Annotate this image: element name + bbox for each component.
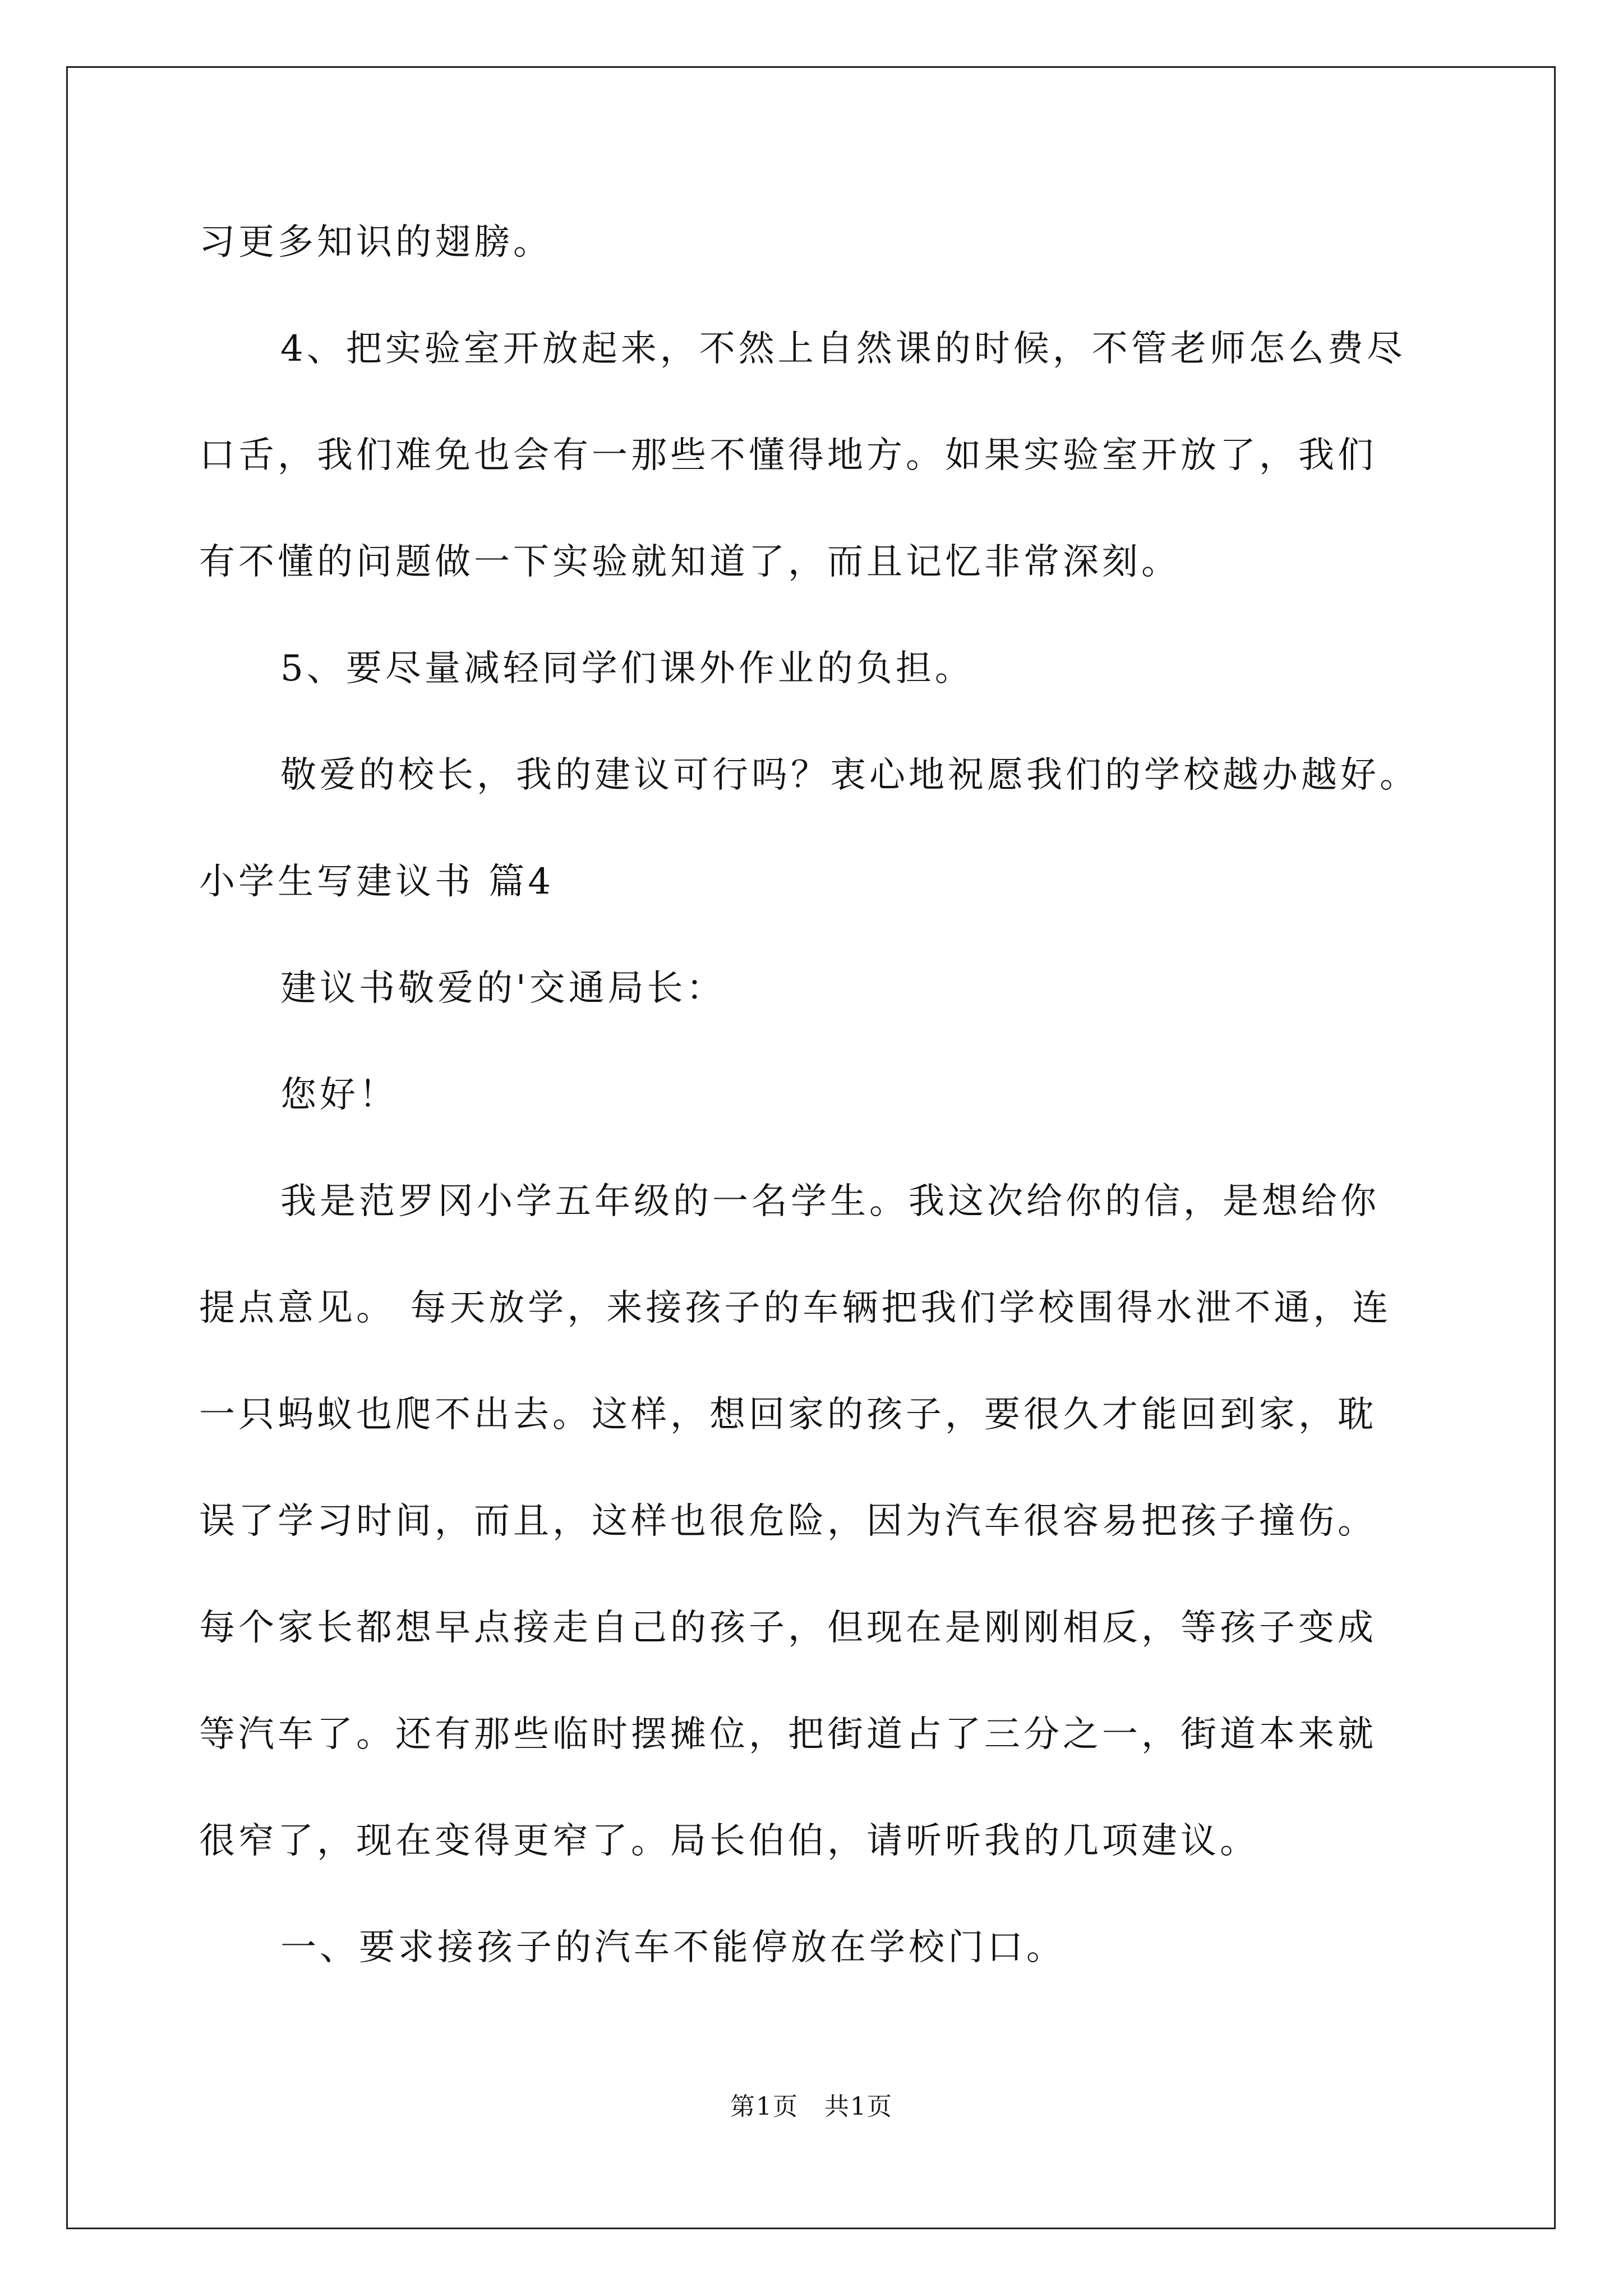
section-heading: 小学生写建议书 篇4 (199, 861, 555, 903)
text-line: 您好！ (280, 1074, 398, 1116)
text-line: 有不懂的问题做一下实验就知道了，而且记忆非常深刻。 (199, 541, 1181, 583)
text-line: 每个家长都想早点接走自己的孩子，但现在是刚刚相反，等孩子变成 (199, 1607, 1377, 1649)
text-line: 敬爱的校长，我的建议可行吗？衷心地祝愿我们的学校越办越好。 (280, 754, 1419, 796)
text-line: 一只蚂蚁也爬不出去。这样，想回家的孩子，要很久才能回到家，耽 (199, 1394, 1377, 1435)
text-line: 建议书敬爱的'交通局长： (280, 968, 726, 1009)
text-line: 5、要尽量减轻同学们课外作业的负担。 (280, 648, 974, 689)
text-line: 口舌，我们难免也会有一那些不懂得地方。如果实验室开放了，我们 (199, 435, 1377, 476)
text-line: 一、要求接孩子的汽车不能停放在学校门口。 (280, 1927, 1066, 1968)
text-line: 误了学习时间，而且，这样也很危险，因为汽车很容易把孩子撞伤。 (199, 1501, 1377, 1542)
page-number: 第1页 共1页 (730, 2092, 893, 2121)
text-line: 4、把实验室开放起来，不然上自然课的时候，不管老师怎么费尽 (280, 328, 1406, 370)
text-line: 等汽车了。还有那些临时摆摊位，把街道占了三分之一，街道本来就 (199, 1714, 1377, 1755)
page-border (66, 66, 1556, 2229)
text-line: 提点意见。 每天放学，来接孩子的车辆把我们学校围得水泄不通，连 (199, 1287, 1392, 1329)
text-line: 习更多知识的翅膀。 (199, 222, 552, 263)
text-line: 很窄了，现在变得更窄了。局长伯伯，请听听我的几项建议。 (199, 1820, 1259, 1862)
text-line: 我是范罗冈小学五年级的一名学生。我这次给你的信，是想给你 (280, 1181, 1380, 1222)
